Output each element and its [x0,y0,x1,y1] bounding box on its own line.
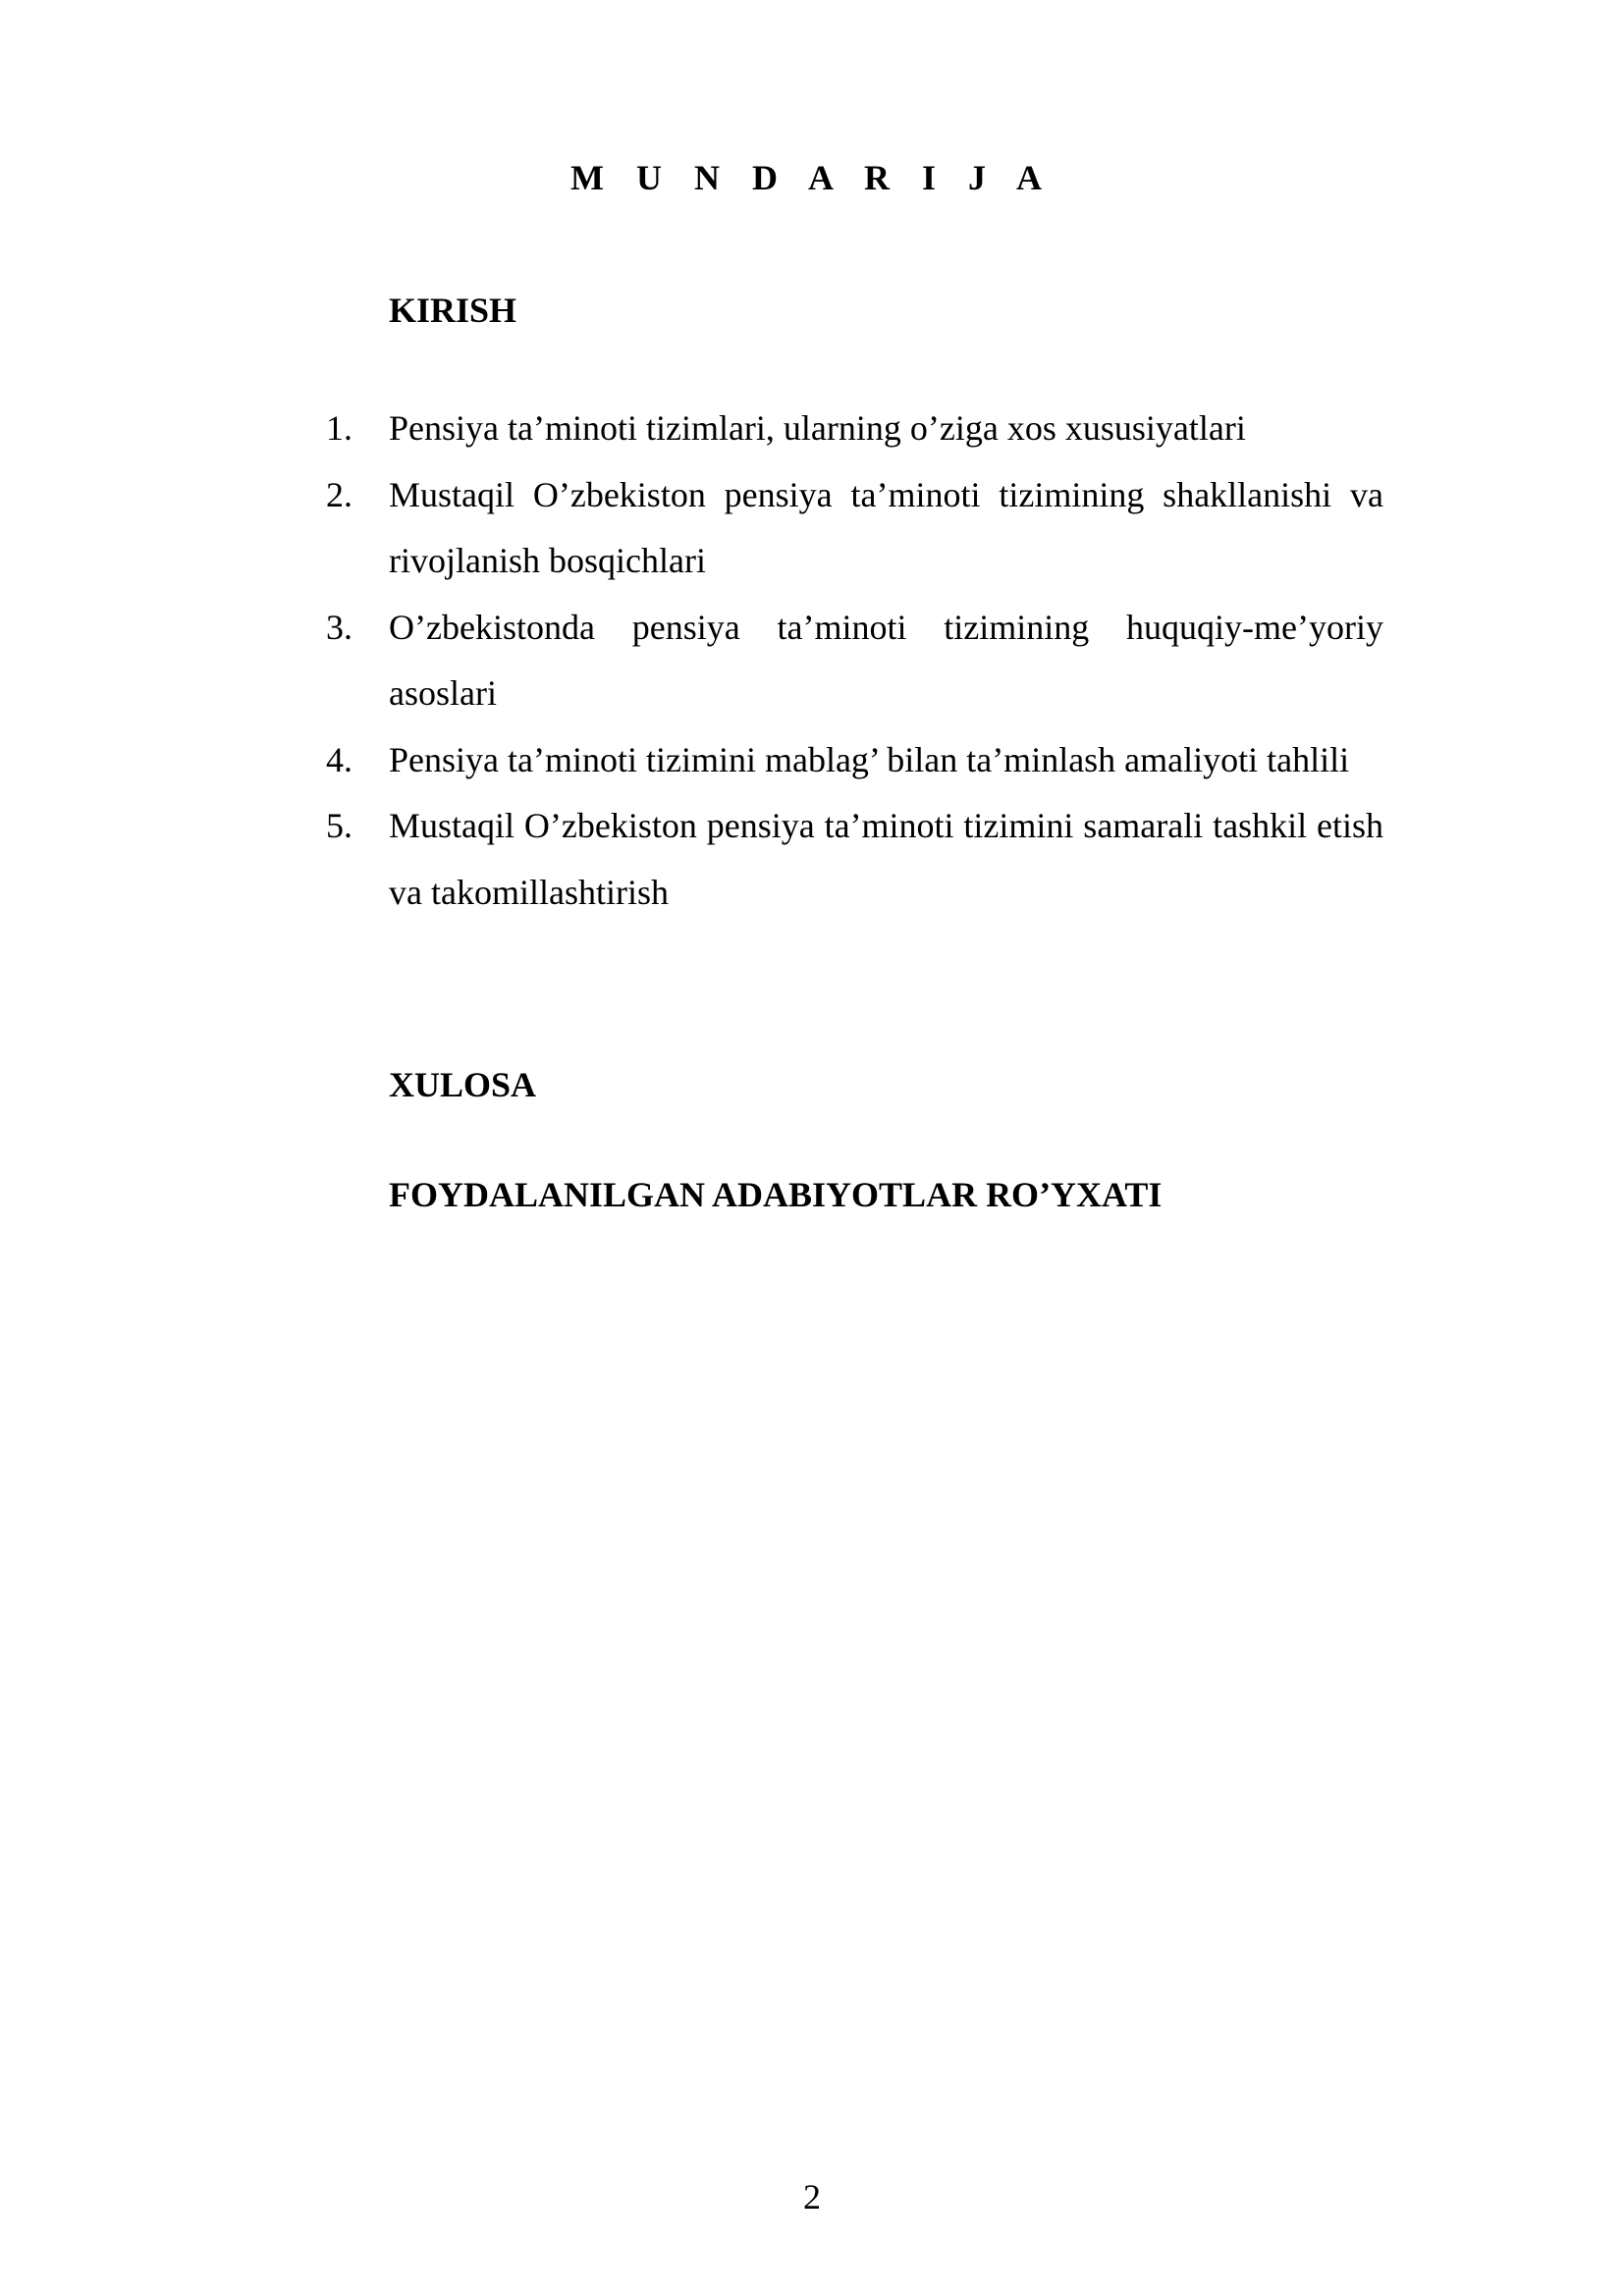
toc-item-text: Pensiya ta’minoti tizimlari, ularning o’ziga xos xususiyatlari [389,408,1246,448]
toc-item-text: Mustaqil O’zbekiston pensiya ta’minoti tizimini samarali tashkil etish va takomillashtirish [389,806,1383,912]
conclusion-heading: XULOSA [389,1065,537,1104]
toc-item-3 [326,595,1383,727]
references-heading: FOYDALANILGAN ADABIYOTLAR RO’YXATI [389,1175,1163,1214]
toc-item-1 [326,396,1383,462]
toc-item-text: Pensiya ta’minoti tizimini mablag’ bilan ta’minlash amaliyoti tahlili [389,739,1350,779]
toc-item-5 [326,793,1383,926]
page-number: 2 [803,2177,821,2216]
toc-list [326,396,1383,926]
toc-item-number: 1. [326,408,352,448]
toc-item-text: O’zbekistonda pensiya ta’minoti tizimining huquqiy-me’yoriy asoslari [389,607,1383,713]
toc-item-number: 2. [326,474,352,514]
toc-item-text: Mustaqil O’zbekiston pensiya ta’minoti tizimining shakllanishi va rivojlanish bosqichlari [389,474,1383,580]
toc-item-4 [326,727,1383,794]
intro-heading: KIRISH [389,291,517,330]
table-of-contents-title: M U N D A R I J A [569,158,1055,197]
toc-item-number: 5. [326,806,352,845]
toc-item-2 [326,462,1383,595]
toc-item-number: 4. [326,739,352,779]
toc-item-number: 3. [326,607,352,647]
